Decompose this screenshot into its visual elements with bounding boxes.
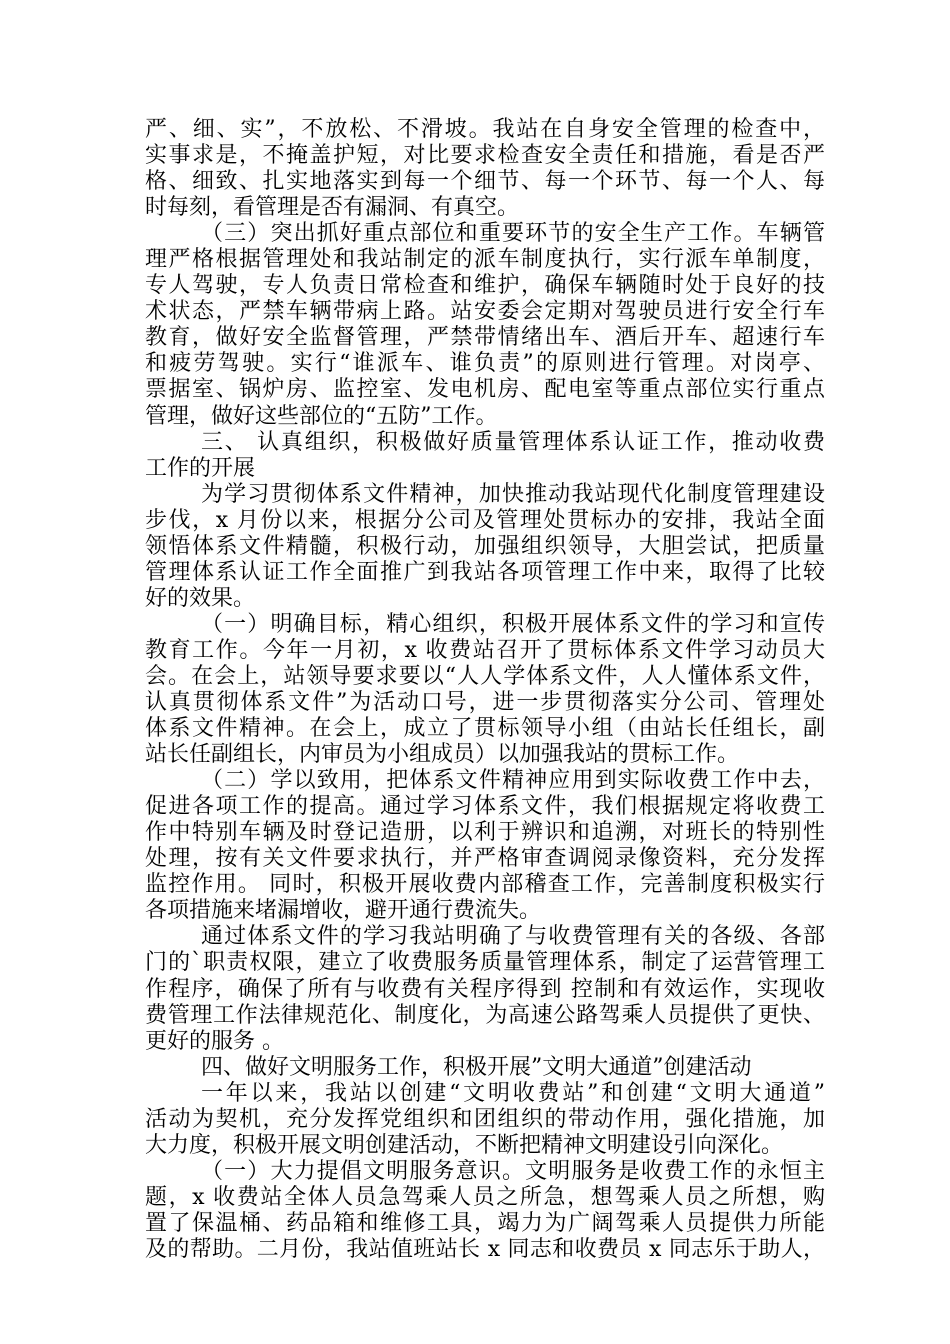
section-heading: 三、 认真组织，积极做好质量管理体系认证工作，推动收费 <box>201 430 825 455</box>
text-line: 管理，做好这些部位的“五防”工作。 <box>145 404 498 429</box>
text-line: 时每刻，看管理是否有漏洞、有真空。 <box>145 195 520 220</box>
section-heading: 四、做好文明服务工作，积极开展”文明大通道”创建活动 <box>201 1055 752 1080</box>
text-line: 教育，做好安全监督管理，严禁带情绪出车、酒后开车、超速行车 <box>145 325 825 350</box>
text-line: 各项措施来堵漏增收，避开通行费流失。 <box>145 898 542 923</box>
text-line: 管理体系认证工作全面推广到我站各项管理工作中来，取得了比较 <box>145 560 825 585</box>
paragraph-first-line: （一）明确目标，精心组织，积极开展体系文件的学习和宣传 <box>201 612 825 637</box>
text-line: 站长任副组长，内审员为小组成员）以加强我站的贯标工作。 <box>145 742 740 767</box>
text-line: 术状态，严禁车辆带病上路。站安委会定期对驾驶员进行安全行车 <box>145 299 825 324</box>
text-line: 更好的服务 。 <box>145 1029 284 1054</box>
text-line: 及的帮助。二月份，我站值班站长 x 同志和收费员 x 同志乐于助人， <box>145 1237 825 1262</box>
text-line: 认真贯彻体系文件”为活动口号，进一步贯彻落实分公司、管理处 <box>145 690 825 715</box>
text-line: 费管理工作法律规范化、制度化，为高速公路驾乘人员提供了更快、 <box>145 1003 825 1028</box>
paragraph-first-line: 为学习贯彻体系文件精神，加快推动我站现代化制度管理建设 <box>201 482 825 507</box>
section-heading: 工作的开展 <box>145 456 256 481</box>
paragraph-first-line: 一年以来，我站以创建“文明收费站”和创建“文明大通道” <box>201 1081 825 1106</box>
text-line: 好的效果。 <box>145 586 256 611</box>
text-line: 步伐，x 月份以来，根据分公司及管理处贯标办的安排，我站全面 <box>145 508 825 533</box>
text-line: 促进各项工作的提高。通过学习体系文件，我们根据规定将收费工 <box>145 794 825 819</box>
text-line: 门的`职责权限，建立了收费服务质量管理体系，制定了运营管理工 <box>145 950 825 975</box>
paragraph-first-line: （三）突出抓好重点部位和重要环节的安全生产工作。车辆管 <box>201 221 825 246</box>
text-line: 监控作用。 同时，积极开展收费内部稽查工作，完善制度积极实行 <box>145 872 825 897</box>
text-line: 作中特别车辆及时登记造册，以利于辨识和追溯，对班长的特别性 <box>145 820 825 845</box>
text-line: 票据室、锅炉房、监控室、发电机房、配电室等重点部位实行重点 <box>145 377 825 402</box>
text-line: 活动为契机，充分发挥党组织和团组织的带动作用，强化措施，加 <box>145 1107 825 1132</box>
text-line: 实事求是，不掩盖护短，对比要求检查安全责任和措施，看是否严 <box>145 143 825 168</box>
text-line: 理严格根据管理处和我站制定的派车制度执行，实行派车单制度， <box>145 247 825 272</box>
text-line: 领悟体系文件精髓，积极行动，加强组织领导，大胆尝试，把质量 <box>145 534 825 559</box>
text-line: 教育工作。今年一月初，x 收费站召开了贯标体系文件学习动员大 <box>145 638 825 663</box>
text-line: 处理，按有关文件要求执行，并严格审查调阅录像资料，充分发挥 <box>145 846 825 871</box>
text-line: 严、细、实”，不放松、不滑坡。我站在自身安全管理的检查中， <box>145 117 825 142</box>
text-line: 和疲劳驾驶。实行“谁派车、谁负责”的原则进行管理。对岗亭、 <box>145 351 825 376</box>
paragraph-first-line: 通过体系文件的学习我站明确了与收费管理有关的各级、各部 <box>201 924 825 949</box>
text-line: 体系文件精神。在会上，成立了贯标领导小组（由站长任组长，副 <box>145 716 825 741</box>
text-line: 作程序，确保了所有与收费有关程序得到 控制和有效运作，实现收 <box>145 977 825 1002</box>
text-line: 专人驾驶，专人负责日常检查和维护，确保车辆随时处于良好的技 <box>145 273 825 298</box>
text-line: 题，x 收费站全体人员急驾乘人员之所急，想驾乘人员之所想，购 <box>145 1185 825 1210</box>
paragraph-first-line: （一）大力提倡文明服务意识。文明服务是收费工作的永恒主 <box>201 1159 825 1184</box>
paragraph-first-line: （二）学以致用，把体系文件精神应用到实际收费工作中去， <box>201 768 825 793</box>
text-line: 格、细致、扎实地落实到每一个细节、每一个环节、每一个人、每 <box>145 169 825 194</box>
text-line: 会。在会上，站领导要求要以“人人学体系文件，人人懂体系文件， <box>145 664 825 689</box>
text-line: 置了保温桶、药品箱和维修工具，竭力为广阔驾乘人员提供力所能 <box>145 1211 825 1236</box>
text-line: 大力度，积极开展文明创建活动，不断把精神文明建设引向深化。 <box>145 1133 784 1158</box>
